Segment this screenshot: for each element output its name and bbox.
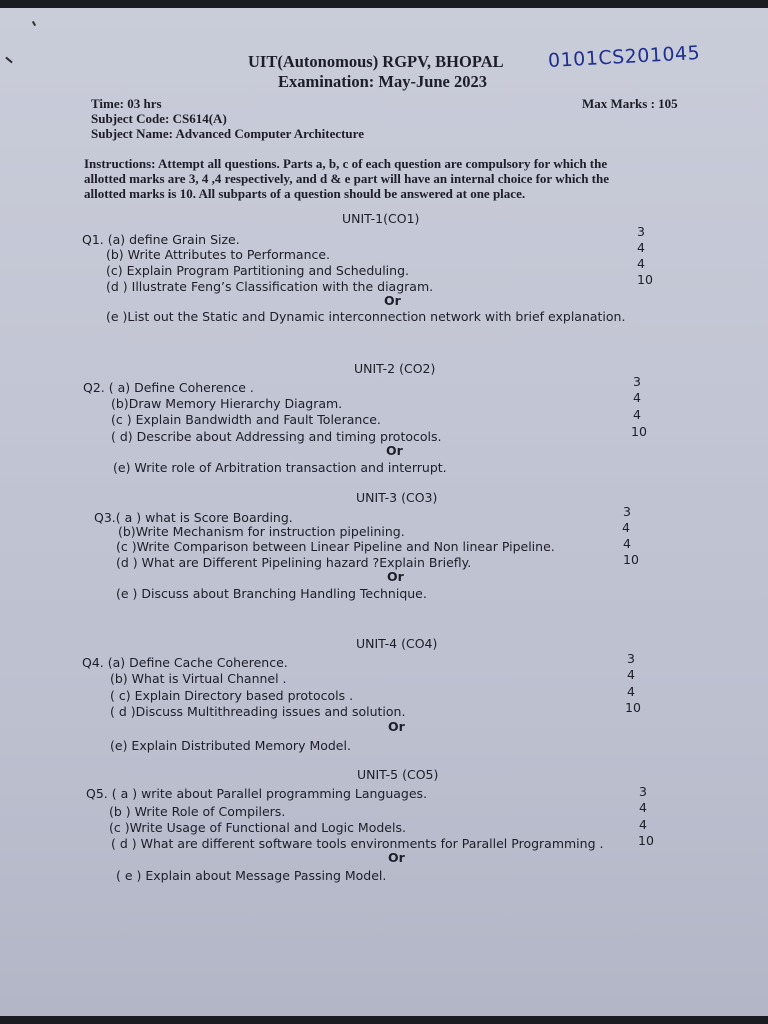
instructions [84, 156, 704, 201]
question-part: Q5. ( a ) write about Parallel programming Languages. [86, 786, 428, 801]
marks-value: 3 [637, 224, 645, 239]
or-label: Or [388, 850, 405, 865]
marks-value: 4 [633, 407, 641, 422]
marks-value: 4 [639, 817, 647, 832]
choice-part: (e) Explain Distributed Memory Model. [110, 738, 351, 753]
max-marks: Max Marks : 105 [582, 96, 678, 111]
handwritten-roll-number: 0101CS201045 [547, 42, 701, 72]
question-part: (c )Write Comparison between Linear Pipeline and Non linear Pipeline. [116, 539, 555, 554]
question-part: ( c) Explain Directory based protocols . [110, 688, 354, 703]
question-part: (c ) Explain Bandwidth and Fault Tolerance. [111, 412, 381, 427]
marks-value: 4 [637, 240, 645, 255]
question-part: (b ) Write Role of Compilers. [109, 804, 286, 819]
question-part: (c) Explain Program Partitioning and Scheduling. [106, 263, 409, 278]
instructions-line: Instructions: Attempt all questions. Parts a, b, c of each question are compulsory for which the [84, 156, 608, 171]
instructions-line: allotted marks are 3, 4 ,4 respectively, and d & e part will have an internal choice for which the [84, 171, 610, 186]
question-part: (b) Write Attributes to Performance. [106, 247, 331, 262]
choice-part: (e ) Discuss about Branching Handling Technique. [116, 586, 427, 601]
marks-value: 4 [639, 800, 647, 815]
question-part: (c )Write Usage of Functional and Logic Models. [109, 820, 406, 835]
marks-value: 10 [631, 424, 647, 439]
unit-heading: UNIT-4 (CO4) [356, 636, 438, 651]
marks-value: 10 [623, 552, 639, 567]
marks-value: 4 [637, 256, 645, 271]
choice-part: (e) Write role of Arbitration transaction and interrupt. [113, 460, 447, 475]
choice-part: ( e ) Explain about Message Passing Model. [116, 868, 387, 883]
choice-part: (e )List out the Static and Dynamic interconnection network with brief explanation. [106, 309, 626, 324]
question-part: (b)Draw Memory Hierarchy Diagram. [111, 396, 343, 411]
marks-value: 3 [639, 784, 647, 799]
subject-name: Subject Name: Advanced Computer Architecture [91, 126, 364, 141]
exam-title: Examination: May-June 2023 [278, 72, 488, 91]
unit-heading: UNIT-3 (CO3) [356, 490, 438, 505]
subject-code: Subject Code: CS614(A) [91, 111, 227, 126]
marks-value: 10 [637, 272, 653, 287]
marks-value: 4 [633, 390, 641, 405]
stray-ink-mark [32, 21, 36, 26]
marks-value: 10 [638, 833, 654, 848]
question-paper [0, 8, 768, 1016]
marks-value: 4 [627, 684, 635, 699]
question-part: Q3.( a ) what is Score Boarding. [94, 510, 293, 525]
or-label: Or [384, 293, 401, 308]
institution-title: UIT(Autonomous) RGPV, BHOPAL [248, 52, 504, 71]
question-part: ( d ) What are different software tools environments for Parallel Programming . [111, 836, 604, 851]
marks-value: 10 [625, 700, 641, 715]
stray-ink-mark [5, 57, 12, 64]
instructions-line: allotted marks is 10. All subparts of a question should be answered at one place. [84, 186, 526, 201]
question-part: ( d) Describe about Addressing and timing protocols. [111, 429, 442, 444]
question-part: Q1. (a) define Grain Size. [82, 232, 240, 247]
question-part: (d ) Illustrate Feng’s Classification with the diagram. [106, 279, 434, 294]
question-part: (b) What is Virtual Channel . [110, 671, 287, 686]
question-part: (b)Write Mechanism for instruction pipelining. [118, 524, 405, 539]
marks-value: 3 [633, 374, 641, 389]
marks-value: 4 [627, 667, 635, 682]
marks-value: 4 [623, 536, 631, 551]
marks-value: 4 [622, 520, 630, 535]
question-part: Q4. (a) Define Cache Coherence. [82, 655, 288, 670]
unit-heading: UNIT-1(CO1) [342, 211, 420, 226]
or-label: Or [387, 569, 404, 584]
marks-value: 3 [623, 504, 631, 519]
question-part: Q2. ( a) Define Coherence . [83, 380, 254, 395]
or-label: Or [388, 719, 405, 734]
marks-value: 3 [627, 651, 635, 666]
or-label: Or [386, 443, 403, 458]
question-part: ( d )Discuss Multithreading issues and solution. [110, 704, 406, 719]
question-part: (d ) What are Different Pipelining hazard ?Explain Briefly. [116, 555, 472, 570]
unit-heading: UNIT-2 (CO2) [354, 361, 436, 376]
unit-heading: UNIT-5 (CO5) [357, 767, 439, 782]
time-info: Time: 03 hrs [91, 96, 162, 111]
